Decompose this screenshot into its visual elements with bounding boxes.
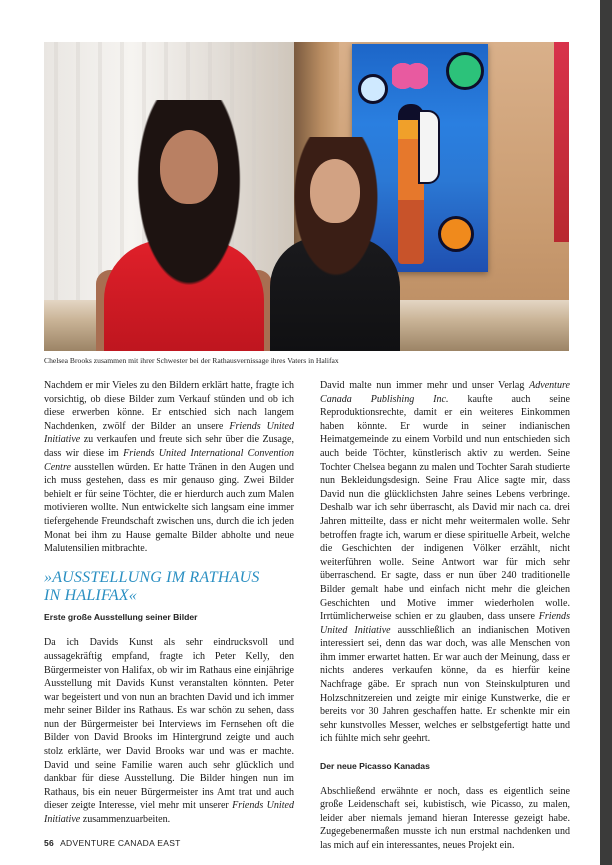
painting-butterfly (392, 62, 428, 90)
photo-caption: Chelsea Brooks zusammen mit ihrer Schwester bei der Rathausvernissage ihres Vaters in Halifax (44, 356, 339, 365)
page-number: 56 (44, 838, 55, 848)
red-painting-edge (554, 42, 569, 242)
italic-name: Friends United Initiative (44, 420, 294, 446)
paragraph: David malte nun immer mehr und unser Verlag Adventure Canada Publishing Inc. kaufte auch seine Reproduktionsrechte, damit er ein weiteres Einkommen haben könnte. Er wurde in seiner indianischen Heimatgemeinde zu einem Vorbild und nun entschieden sich auch beide Töchter, künstlerisch aktiv zu werden. Seine Tochter Chelsea begann zu malen und Tochter Sarah studierte nun Bekleidungsdesign. Seine Frau Alice sagte mir, dass David nun die glücklichsten Jahre seines Lebens verbringe. Deshalb war ich sehr überrascht, als David mir nach ca. drei Jahren mitteilte, dass er nicht mehr weitermalen wolle. Sehr betroffen fragte ich, warum er diese spirituelle Arbeit, welche die Geschichten der indigenen Völker erzählt, nicht weiterführen wolle. Seine Antwort war für mich sehr überraschend. Er sagte, dass er nun über 240 traditionelle Bilder gemalt habe und einfach nicht mehr die gleichen Geschichten und Motive immer wiederholen wolle. Irrtümlicherweise schien er zu glauben, dass unsere Friends United Initiative ausschließlich an indianischen Motiven interessiert sei, denn das war doch, was alle Menschen von ihm immer erwartet hatten. Er war auch der Meinung, dass er nichts anderes verkaufen könne, da es hierfür keine Nachfrage gäbe. Er sprach nun von Steinskulpturen und Holzschnitzereien und zeigte mir einige Kunstwerke, die er bereits vor 30 Jahren geschaffen hatte. Er schenkte mir ein sehr kunstvolles Messer, welches er selbstgefertigt hatte und ich fühlte mich sehr geehrt. (320, 380, 571, 745)
person-black-jacket (244, 137, 424, 351)
face (160, 130, 218, 204)
italic-name: Friends United Initiative (44, 800, 294, 826)
magazine-name: ADVENTURE CANADA EAST (60, 838, 181, 848)
paragraph: Da ich Davids Kunst als sehr eindrucksvoll und aussagekräftig empfand, fragte ich Peter Kelly, den Bürgermeister von Halifax, ob wir im Rathaus eine einjährige Ausstellung mit Davids Kunst veranstalten könnten. Peter war begeistert und von nun an brachten David und ich immer mehr seiner Bilder ins Rathaus. Es war schön zu sehen, dass nun der Bürgermeister bei Interviews im Fernsehen oft die Bilder von David Brooks im Hintergrund zeigte und auch stolz erklärte, wer David Brooks war und was er machte. David und seine Familie waren auch sehr glücklich und dankbar für diese Ausstellung. Die Bilder hingen nun im Rathaus, bis ein neuer Bürgermeister ins Amt trat und auch dieser zeigte Interesse, viel mehr mit unserer Friends United Initiative zusammenzuarbeiten. (44, 637, 294, 826)
headline-line-2: IN HALIFAX« (44, 587, 138, 605)
headline-line-1: »AUSSTELLUNG IM RATHAUS (44, 569, 260, 587)
painting-green-circle (446, 52, 484, 90)
section-subheading: Der neue Picasso Kanadas (320, 760, 430, 771)
section-headline (44, 569, 294, 605)
section-subheading: Erste große Ausstellung seiner Bilder (44, 612, 198, 623)
italic-name: Adventure Canada Publishing Inc. (320, 380, 570, 405)
page-edge (600, 0, 612, 865)
event-photo (44, 42, 569, 351)
right-column (320, 379, 570, 853)
page-footer (44, 838, 181, 848)
paragraph: Abschließend erwähnte er noch, dass es eigentlich seine große Leidenschaft sei, kubistisch, wie Picasso, zu malen, leider aber niemals jemand hieran Interesse gezeigt habe. Zugegebenermaßen musste ich nun erstmal nachdenken und las mich auf ein interessantes, neues Projekt ein. (320, 785, 570, 851)
painting-orange-sun (438, 216, 474, 252)
italic-name: Friends United International Convention Centre (44, 447, 294, 473)
face (310, 159, 360, 223)
left-column (44, 379, 294, 827)
italic-name: Friends United Initiative (320, 611, 570, 636)
painting-white-circle (358, 74, 388, 104)
paragraph: Nachdem er mir Vieles zu den Bildern erklärt hatte, fragte ich vorsichtig, ob diese Bilder zum Verkauf stünden und ob ich diese erwerben könne. Er entschied sich nach langem Nachdenken, zwölf der Bilder an unsere Friends United Initiative zu verkaufen und freute sich sehr über die Zusage, dass wir diese im Friends United International Convention Centre ausstellen würden. Er hatte Tränen in den Augen und ich muss gestehen, dass es mir genauso ging. Zwei Bilder behielt er für seine Töchter, die er hierdurch auch zum Malen motivieren wollte. Nun entwickelte sich langsam eine immer tiefergehende Freundschaft zwischen uns, durch die ich jeden Monat bei ihm zu Hause gemalte Bilder abholte und neue Malutensilien mitbrachte. (44, 380, 294, 555)
